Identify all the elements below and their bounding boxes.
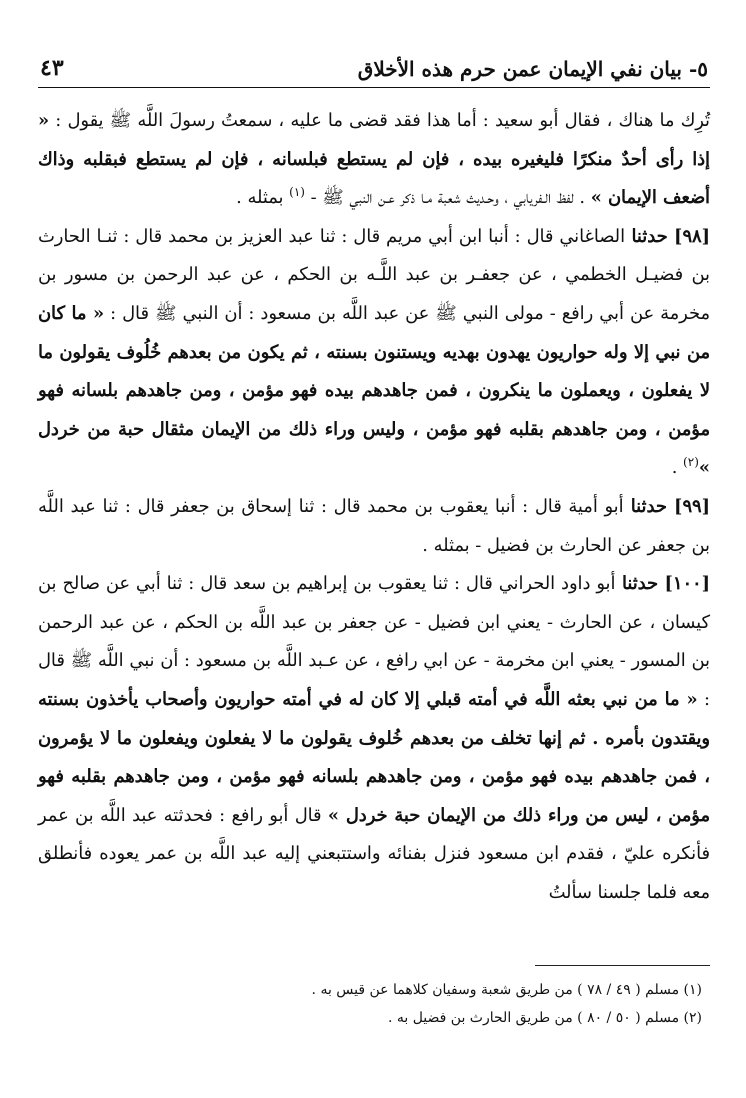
paragraph-100 <box>38 565 710 912</box>
paragraph-98 <box>38 218 710 488</box>
running-header <box>38 40 710 88</box>
footnote-1: (١) مسلم ( ٤٩ / ٧٨ ) من طريق شعبة وسفيان كلاهما عن قيس به . <box>311 982 702 998</box>
hadith-text: « إذا رأى أحدٌ منكرًا فليغيره بيده ، فإن لم يستطع فبلسانه ، فإن لم يستطع فبقلبه وذاك أضعف الإيمان » <box>38 110 710 209</box>
text-segment: . <box>671 457 684 479</box>
text-segment: تُرِك ما هناك ، فقال أبو سعيد : أما هذا فقد قضى ما عليه ، سمعتُ رسولَ اللَّه ﷺ يقول : <box>49 110 710 131</box>
page-number: ٤٣ <box>40 54 64 81</box>
hadith-number: [٩٨] حدثنا <box>625 225 710 247</box>
isnad-text: أبو داود الحراني قال : ثنا يعقوب بن إبراهيم بن سعد قال : ثنا أبي عن صالح بن كيسان ، عن الحارث - يعني ابن فضيل - عن جعفر بن عبد اللَّه بن الحكم ، عن عبد الرحمن بن المسور - يعني ابن مخرمة - عن ابي رافع ، عن عـبد اللَّه بن مسعود : أن نبي اللَّه ﷺ قال : <box>38 573 710 710</box>
paragraph-0 <box>38 102 710 218</box>
paragraph-99 <box>38 488 710 565</box>
footnote-2: (٢) مسلم ( ٥٠ / ٨٠ ) من طريق الحارث بن فضيل به . <box>387 1010 702 1026</box>
footnote-marker: (١) <box>289 185 305 200</box>
footnote-list <box>38 976 702 1032</box>
isnad-text: أبو أمية قال : أنبا يعقوب بن محمد قال : ثنا إسحاق بن جعفر قال : ثنا عبد اللَّه بن جعفر عن الحارث بن فضيل - بمثله . <box>38 495 710 556</box>
footnote-divider <box>535 965 710 966</box>
book-page <box>38 40 710 1060</box>
text-segment: بمثله . <box>236 187 290 209</box>
isnad-text: الصاغاني قال : أنبا ابن أبي مريم قال : ثنا عبد العزيز بن محمد قال : ثنـا الحارث بن فضيـل الخطمي ، عن جعفـر بن عبد اللَّـه بن الحكم ، عن عبد الرحمن بن مسور بن مخرمة عن أبي رافع - مولى النبي ﷺ عن عبد اللَّه بن مسعود : أن النبي ﷺ قال : <box>38 225 710 324</box>
hadith-text: « ما من نبي بعثه اللَّه في أمته قبلي إلا كان له في أمته حواريون وأصحاب يأخذون بسنته ويقتدون بأمره . ثم إنها تخلف من بعدهم خُلوف يقولون ما لا يفعلون ويفعلون ما لا يؤمرون ، فمن جاهدهم بيده فهو مؤمن ، ومن جاهدهم بلسانه فهو مؤمن ، ومن جاهدهم بقلبه فهو مؤمن ، ليس من وراء ذلك من الإيمان حبة خردل » <box>38 688 710 826</box>
hadith-number: [١٠٠] حدثنا <box>615 573 710 595</box>
text-segment: . لفظ الـفريابي ، وحـديث شعبة مـا ذكر عـن النبي ﷺ - <box>304 187 591 209</box>
main-text <box>38 102 710 912</box>
footnote-marker: (٢) <box>683 455 699 470</box>
footnotes-section <box>38 965 710 1032</box>
hadith-text: « ما كان من نبي إلا وله حواريون يهدون بهديه ويستنون بسنته ، ثم يكون من بعدهم خُلُوف يقولون ما لا يفعلون ، ويعملون ما ينكرون ، فمن جاهدهم بيده فهو مؤمن ، ومن جاهدهم بلسانه فهو مؤمن ، ومن جاهدهم بقلبه فهو مؤمن ، وليس وراء ذلك من الإيمان مثقال حبة من خردل » <box>38 302 710 479</box>
text-segment: قال أبو رافع : فحدثته عبد اللَّه بن عمر فأنكره عليّ ، فقدم ابن مسعود فنزل بفنائه واستتبعني إليه عبد اللَّه بن عمر يعوده فأنطلق معه فلما جلسنا سألتُ <box>38 804 710 903</box>
hadith-number: [٩٩] حدثنا <box>623 495 710 517</box>
chapter-title: ٥- بيان نفي الإيمان عمن حرم هذه الأخلاق <box>357 57 708 81</box>
